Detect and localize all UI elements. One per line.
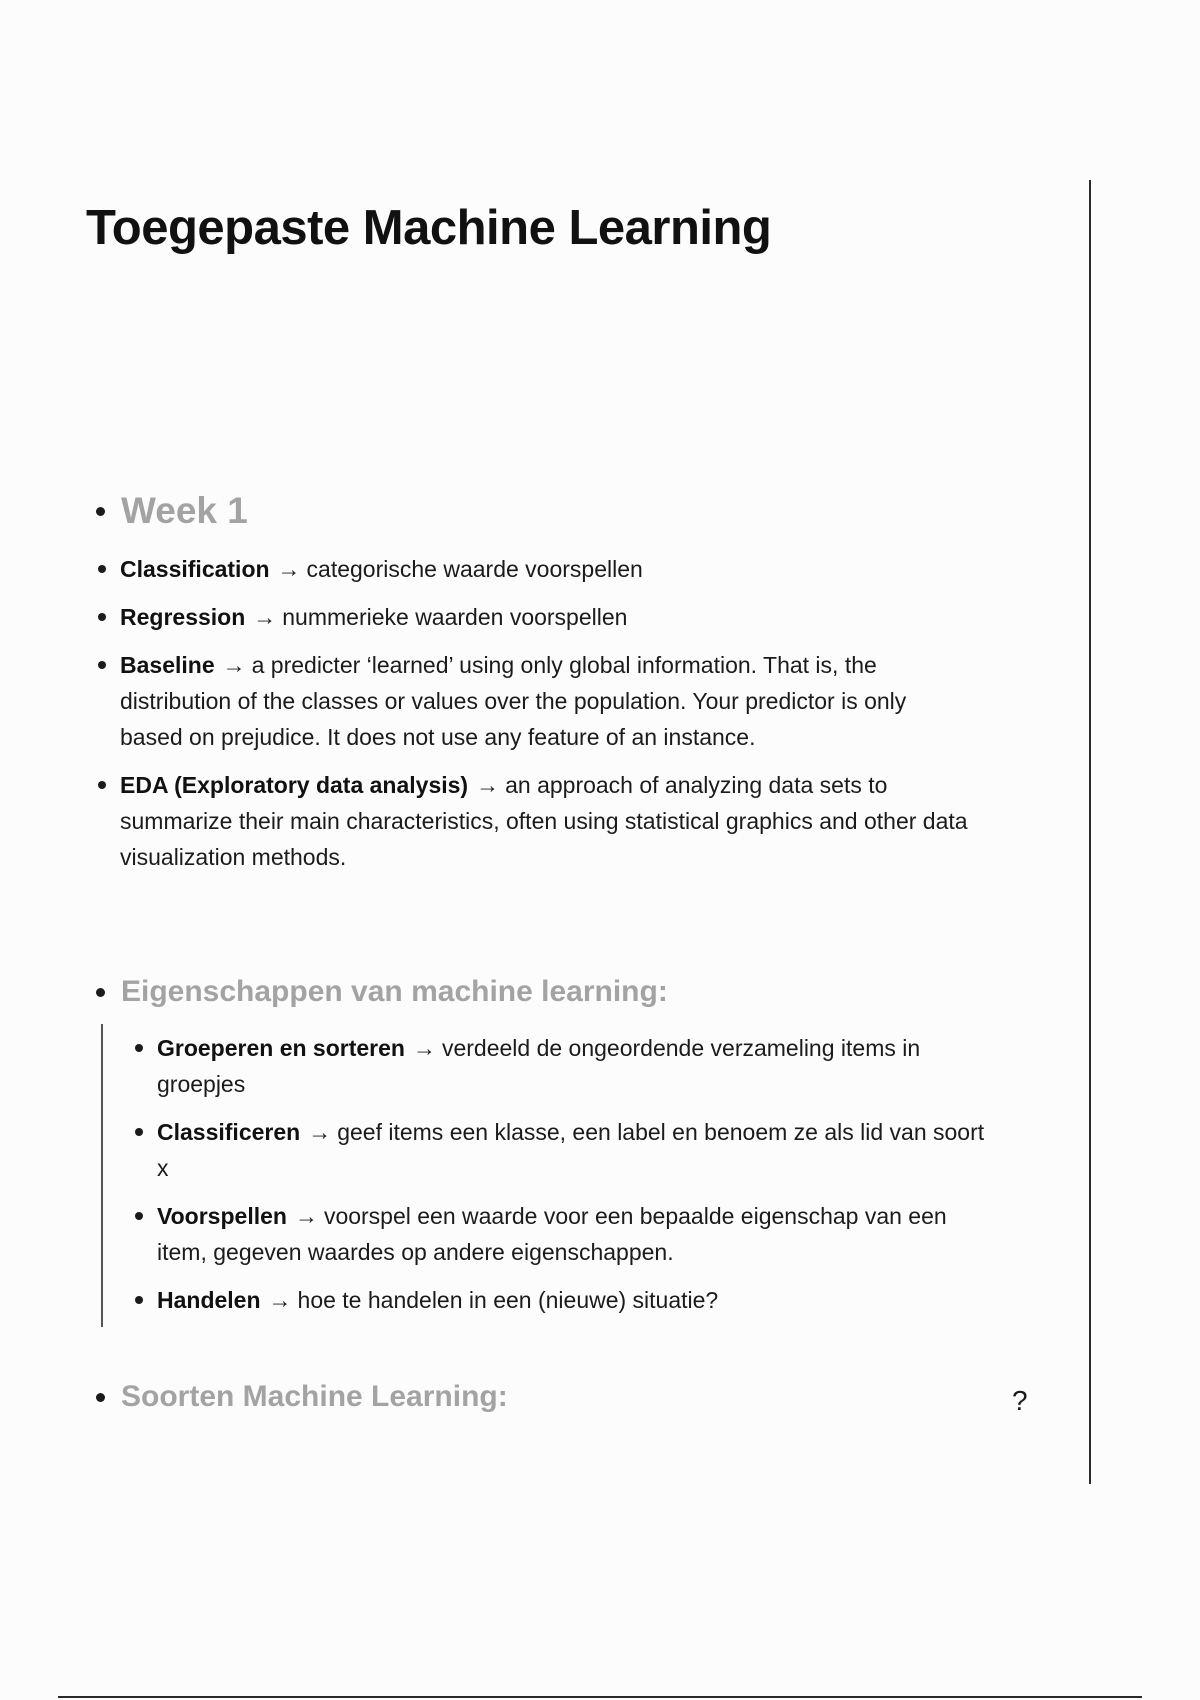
section-heading-soorten: [96, 1380, 508, 1414]
item-text: a predicter ‘learned’ using only global information. That is, the distribution of the classes or values over the population. Your predictor is only based on prejudice. It does not use any feature of an instance.: [120, 652, 907, 750]
bullet-icon: [96, 507, 105, 516]
item-term: Baseline: [120, 652, 215, 678]
arrow-icon: →: [294, 1203, 318, 1229]
list-item: [157, 1198, 987, 1270]
item-term: Classification: [120, 556, 270, 582]
section-heading-label: Soorten Machine Learning:: [121, 1380, 508, 1413]
list-item: [157, 1114, 987, 1186]
item-text: categorische waarde voorspellen: [306, 556, 643, 582]
list-item: [120, 647, 970, 755]
eigenschappen-list: [157, 1030, 987, 1330]
item-text: nummerieke waarden voorspellen: [282, 604, 628, 630]
bullet-icon: [135, 1128, 143, 1136]
section-heading-week: [96, 490, 248, 532]
item-text: geef items een klasse, een label en benoem ze als lid van soort x: [157, 1119, 985, 1181]
bullet-icon: [135, 1044, 143, 1052]
bullet-icon: [98, 613, 106, 621]
list-item: [157, 1282, 987, 1318]
arrow-icon: →: [412, 1035, 436, 1061]
item-text: voorspel een waarde voor een bepaalde eigenschap van een item, gegeven waardes op andere eigenschappen.: [157, 1203, 947, 1265]
right-margin-line: [1089, 180, 1091, 1484]
bullet-icon: [96, 1393, 105, 1402]
item-term: EDA (Exploratory data analysis): [120, 772, 469, 798]
question-marker: ?: [1012, 1385, 1028, 1416]
item-term: Regression: [120, 604, 246, 630]
arrow-icon: →: [268, 1287, 292, 1313]
item-term: Voorspellen: [157, 1203, 287, 1229]
arrow-icon: →: [222, 652, 246, 678]
list-item: [120, 599, 970, 635]
item-term: Handelen: [157, 1287, 261, 1313]
bullet-icon: [98, 781, 106, 789]
bottom-rule-line: [58, 1696, 1142, 1698]
section-heading-eigenschappen: [96, 975, 668, 1009]
arrow-icon: →: [253, 604, 277, 630]
item-text: an approach of analyzing data sets to summarize their main characteristics, often using statistical graphics and other data visualization methods.: [120, 772, 968, 870]
page-title: Toegepaste Machine Learning: [86, 201, 772, 255]
item-text: hoe te handelen in een (nieuwe) situatie?: [297, 1287, 719, 1313]
item-text: verdeeld de ongeordende verzameling items in groepjes: [157, 1035, 921, 1097]
list-item: [157, 1030, 987, 1102]
arrow-icon: →: [476, 772, 500, 798]
week-list: [120, 551, 970, 887]
item-term: Classificeren: [157, 1119, 301, 1145]
bullet-icon: [98, 565, 106, 573]
item-term: Groeperen en sorteren: [157, 1035, 405, 1061]
section-heading-label: Week 1: [121, 490, 248, 531]
indent-line: [101, 1024, 103, 1327]
list-item: [120, 551, 970, 587]
bullet-icon: [135, 1296, 143, 1304]
arrow-icon: →: [277, 556, 301, 582]
list-item: [120, 767, 970, 875]
section-heading-label: Eigenschappen van machine learning:: [121, 975, 668, 1008]
bullet-icon: [135, 1212, 143, 1220]
bullet-icon: [98, 661, 106, 669]
bullet-icon: [96, 988, 105, 997]
arrow-icon: →: [308, 1119, 332, 1145]
